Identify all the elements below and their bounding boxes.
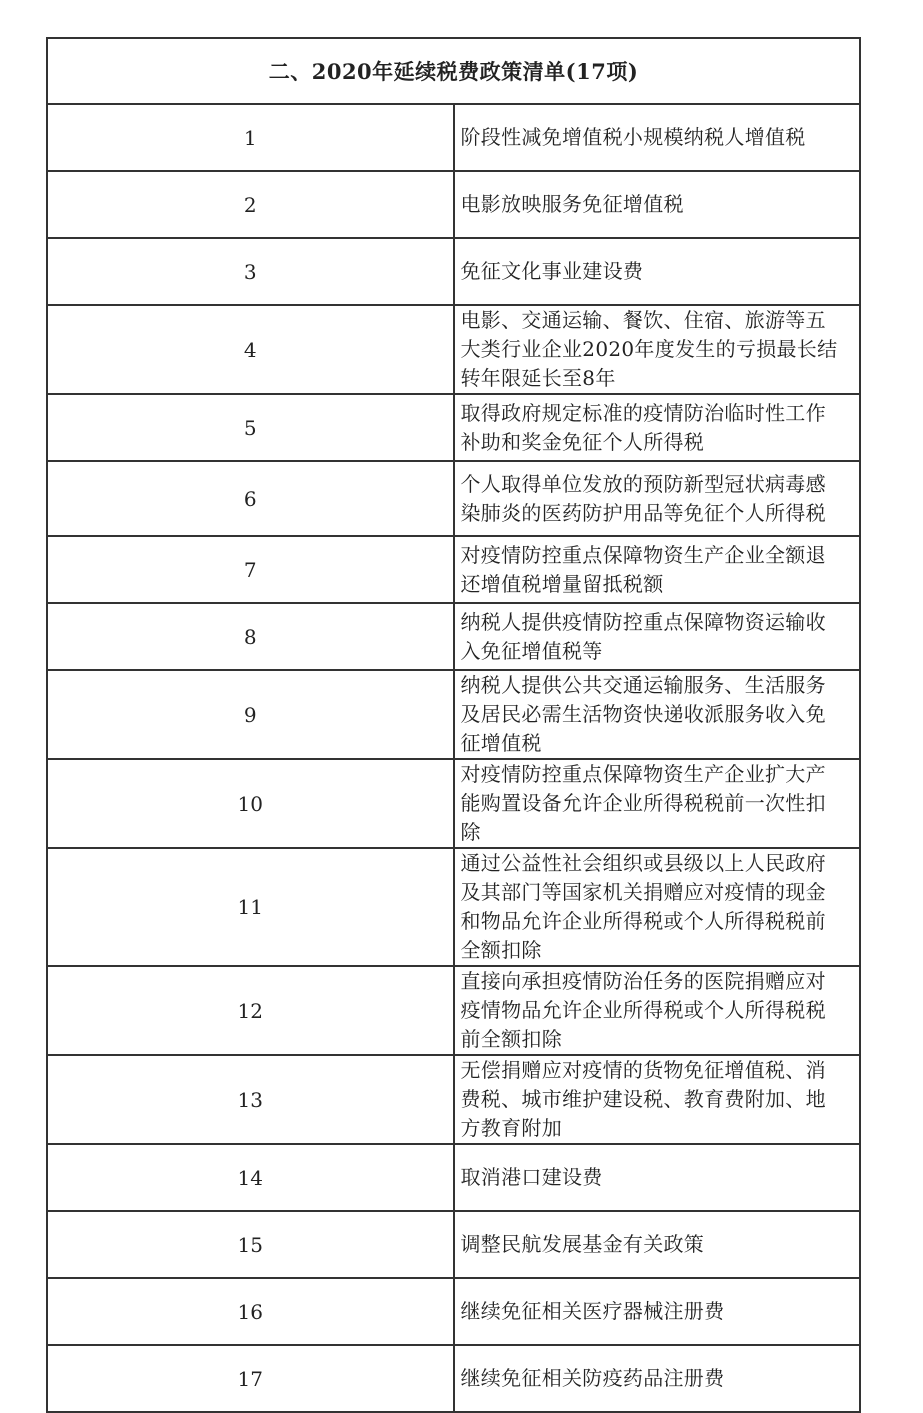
row-number: 4 xyxy=(47,305,454,394)
table-row xyxy=(47,171,860,238)
row-policy-text: 无偿捐赠应对疫情的货物免征增值税、消费税、城市维护建设税、教育费附加、地方教育附加 xyxy=(454,1055,861,1144)
table-row xyxy=(47,1055,860,1144)
policy-list-table xyxy=(46,37,861,1413)
row-number: 9 xyxy=(47,670,454,759)
row-policy-text: 继续免征相关医疗器械注册费 xyxy=(454,1278,861,1345)
table-row xyxy=(47,536,860,603)
row-policy-text: 免征文化事业建设费 xyxy=(454,238,861,305)
table-row xyxy=(47,966,860,1055)
row-number: 17 xyxy=(47,1345,454,1412)
row-policy-text: 纳税人提供公共交通运输服务、生活服务及居民必需生活物资快递收派服务收入免征增值税 xyxy=(454,670,861,759)
table-row xyxy=(47,461,860,536)
row-policy-text: 对疫情防控重点保障物资生产企业全额退还增值税增量留抵税额 xyxy=(454,536,861,603)
table-row xyxy=(47,1144,860,1211)
row-policy-text: 电影放映服务免征增值税 xyxy=(454,171,861,238)
row-number: 16 xyxy=(47,1278,454,1345)
row-policy-text: 直接向承担疫情防治任务的医院捐赠应对疫情物品允许企业所得税或个人所得税税前全额扣除 xyxy=(454,966,861,1055)
row-number: 5 xyxy=(47,394,454,461)
row-policy-text: 纳税人提供疫情防控重点保障物资运输收入免征增值税等 xyxy=(454,603,861,670)
row-number: 12 xyxy=(47,966,454,1055)
row-number: 7 xyxy=(47,536,454,603)
table-row xyxy=(47,394,860,461)
row-policy-text: 阶段性减免增值税小规模纳税人增值税 xyxy=(454,104,861,171)
table-row xyxy=(47,104,860,171)
row-number: 3 xyxy=(47,238,454,305)
row-number: 13 xyxy=(47,1055,454,1144)
table-row xyxy=(47,670,860,759)
table-row xyxy=(47,238,860,305)
table-row xyxy=(47,848,860,966)
row-number: 6 xyxy=(47,461,454,536)
table-row xyxy=(47,1278,860,1345)
row-policy-text: 继续免征相关防疫药品注册费 xyxy=(454,1345,861,1412)
row-policy-text: 对疫情防控重点保障物资生产企业扩大产能购置设备允许企业所得税税前一次性扣除 xyxy=(454,759,861,848)
table-title-row xyxy=(47,38,860,104)
row-policy-text: 电影、交通运输、餐饮、住宿、旅游等五大类行业企业2020年度发生的亏损最长结转年限延长至8年 xyxy=(454,305,861,394)
table-row xyxy=(47,603,860,670)
table-title: 二、2020年延续税费政策清单(17项) xyxy=(47,38,860,104)
row-policy-text: 个人取得单位发放的预防新型冠状病毒感染肺炎的医药防护用品等免征个人所得税 xyxy=(454,461,861,536)
row-number: 14 xyxy=(47,1144,454,1211)
row-policy-text: 取得政府规定标准的疫情防治临时性工作补助和奖金免征个人所得税 xyxy=(454,394,861,461)
row-number: 8 xyxy=(47,603,454,670)
table-row xyxy=(47,1211,860,1278)
row-number: 1 xyxy=(47,104,454,171)
row-policy-text: 取消港口建设费 xyxy=(454,1144,861,1211)
table-row xyxy=(47,1345,860,1412)
row-number: 2 xyxy=(47,171,454,238)
row-number: 11 xyxy=(47,848,454,966)
row-number: 15 xyxy=(47,1211,454,1278)
table-row xyxy=(47,305,860,394)
table-row xyxy=(47,759,860,848)
row-number: 10 xyxy=(47,759,454,848)
row-policy-text: 调整民航发展基金有关政策 xyxy=(454,1211,861,1278)
row-policy-text: 通过公益性社会组织或县级以上人民政府及其部门等国家机关捐赠应对疫情的现金和物品允许企业所得税或个人所得税税前全额扣除 xyxy=(454,848,861,966)
